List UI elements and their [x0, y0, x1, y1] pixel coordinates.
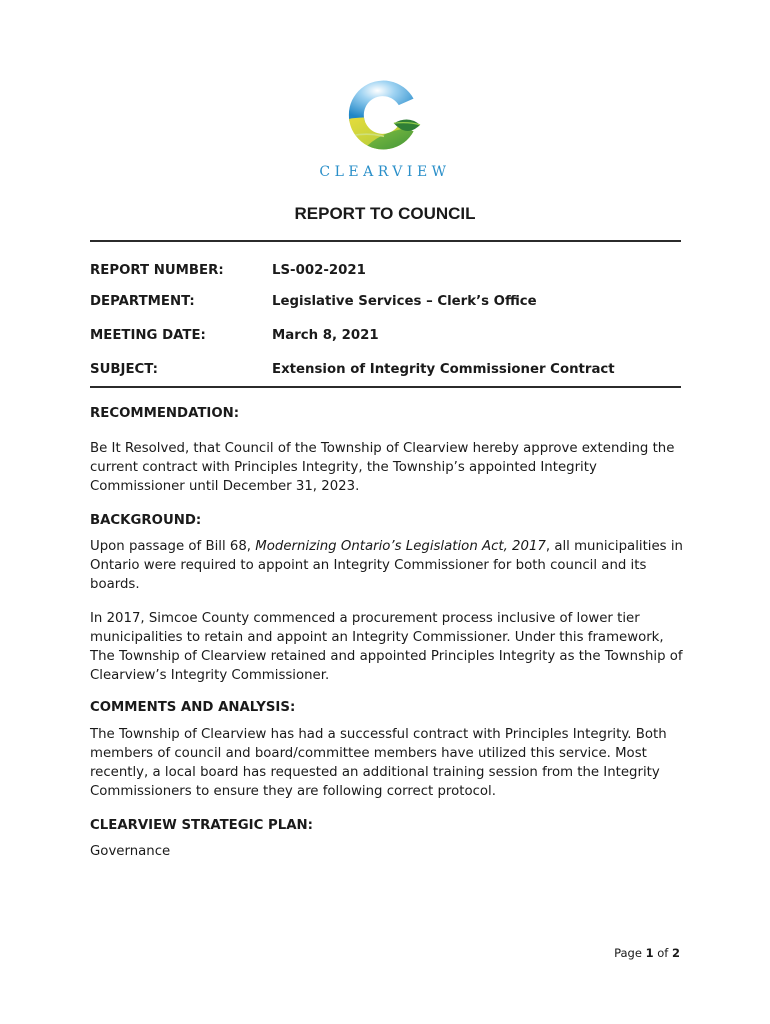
subject-label: SUBJECT: [90, 362, 158, 377]
background-paragraph-2: In 2017, Simcoe County commenced a procurement process inclusive of lower tier municipalities to retain and appoint an Integrity Commissioner. Under this framework, The Township of Clearview retained and appointed Principles Integrity as the Township of Clearview’s Integrity Commissioner. [90, 611, 683, 683]
background-text-part-2: , all municipalities in Ontario were required to appoint an Integrity Commissioner for both council and its boards. [90, 539, 683, 592]
clearview-logo [343, 74, 425, 156]
background-text-part-1: Upon passage of Bill 68, [90, 539, 256, 554]
background-paragraph-1 [90, 537, 690, 594]
strategic-plan-heading: CLEARVIEW STRATEGIC PLAN: [90, 818, 313, 833]
recommendation-text: Be It Resolved, that Council of the Township of Clearview hereby approve extending the current contract with Principles Integrity, the Township’s appointed Integrity Commissioner until December 31, 2023. [90, 441, 675, 494]
background-act-title: Modernizing Ontario’s Legislation Act, 2017 [255, 539, 546, 554]
meeting-date-value: March 8, 2021 [272, 328, 379, 343]
department-label: DEPARTMENT: [90, 294, 195, 309]
page-number [614, 946, 680, 960]
page-total: 2 [671, 946, 680, 960]
page-of: of [657, 946, 669, 960]
top-divider [90, 240, 681, 242]
page-current: 1 [645, 946, 654, 960]
document-title: REPORT TO COUNCIL [294, 204, 476, 223]
recommendation-heading: RECOMMENDATION: [90, 406, 240, 421]
brand-name: CLEARVIEW [319, 164, 451, 180]
report-number-value: LS-002-2021 [272, 263, 366, 278]
bottom-divider [90, 386, 681, 388]
strategic-plan-text: Governance [90, 844, 171, 859]
background-heading: BACKGROUND: [90, 513, 202, 528]
page-word: Page [614, 946, 642, 960]
report-number-label: REPORT NUMBER: [90, 263, 224, 278]
comments-text: The Township of Clearview has had a successful contract with Principles Integrity. Both members of council and board/committee members have utilized this service. Most recently, a local board has requested an additional training session from the Integrity Commissioners to ensure they are following correct protocol. [90, 727, 667, 799]
comments-heading: COMMENTS AND ANALYSIS: [90, 700, 296, 715]
subject-value: Extension of Integrity Commissioner Contract [272, 362, 615, 377]
department-value: Legislative Services – Clerk’s Office [272, 294, 537, 309]
meeting-date-label: MEETING DATE: [90, 328, 206, 343]
